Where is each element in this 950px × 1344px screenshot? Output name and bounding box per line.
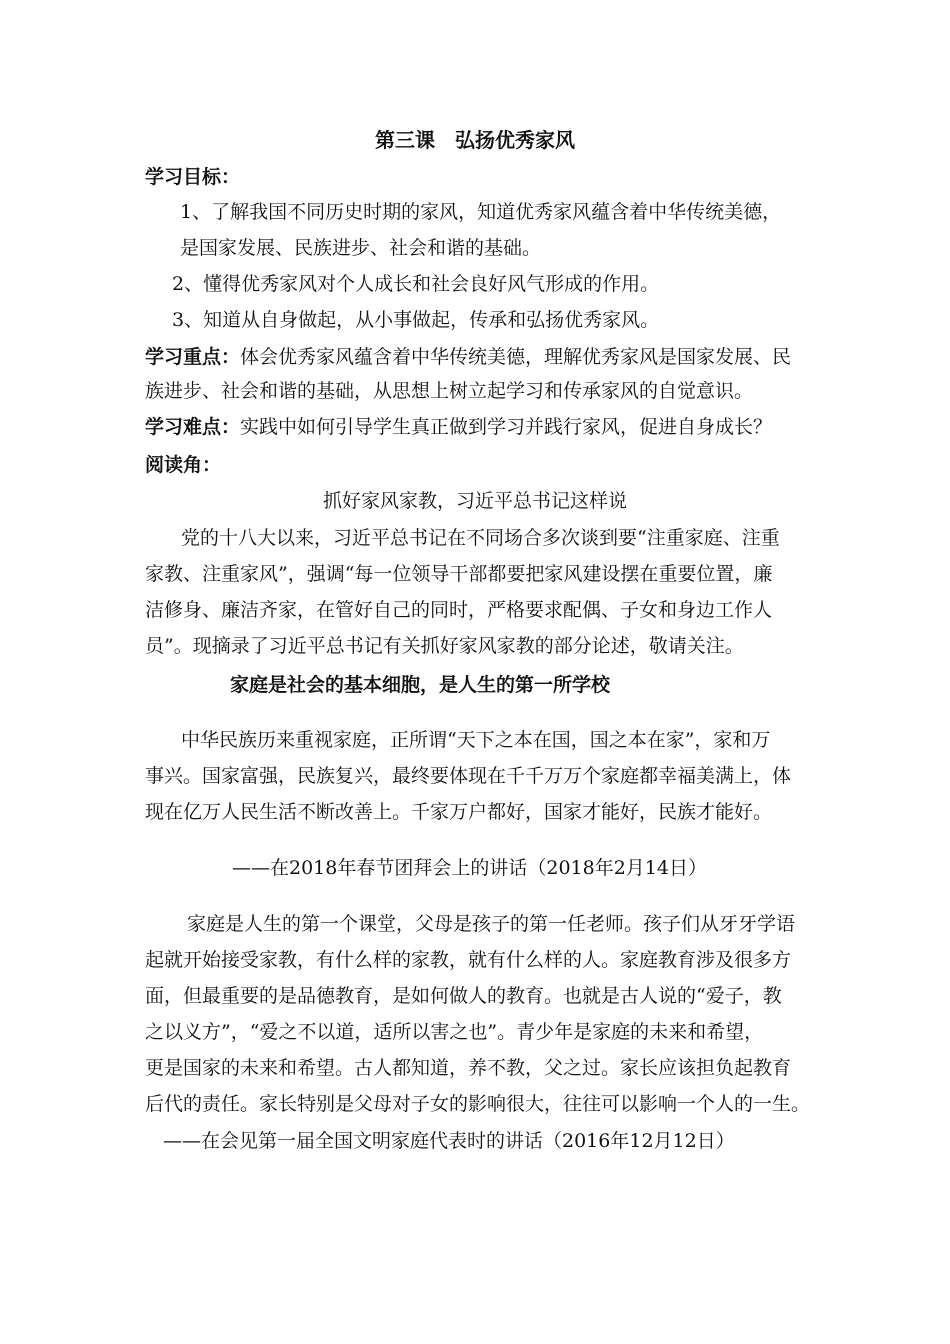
difficulty-text: 实践中如何引导学生真正做到学习并践行家风，促进自身成长？ [240,416,773,438]
reading-heading: 阅读角： [145,454,222,476]
objective-item-1-cont: 是国家发展、民族进步、社会和谐的基础。 [180,237,542,259]
difficulty-label: 学习难点： [145,416,241,438]
paragraph-2-line: 面，但最重要的是品德教育，是如何做人的教育。也就是古人说的“爱子，教 [145,985,782,1007]
objective-item-3: 3、知道从自身做起，从小事做起，传承和弘扬优秀家风。 [172,309,660,331]
key-points-line-1 [145,343,791,371]
article-intro-line: 员”。现摘录了习近平总书记有关抓好家风家教的部分论述，敬请关注。 [145,635,744,657]
paragraph-1-line: 现在亿万人民生活不断改善上。千家万户都好，国家才能好，民族才能好。 [145,801,773,823]
paragraph-2-line: 更是国家的未来和希望。古人都知道，养不教，父之过。家长应该担负起教育 [145,1057,792,1079]
paragraph-1-line: 中华民族历来重视家庭，正所谓“天下之本在国，国之本在家”，家和万 [181,729,771,751]
paragraph-1-line: 事兴。国家富强，民族复兴，最终要体现在千千万万个家庭都幸福美满上，体 [145,765,792,787]
article-intro-line: 党的十八大以来，习近平总书记在不同场合多次谈到要“注重家庭、注重 [181,527,780,549]
paragraph-2-line: 起就开始接受家教，有什么样的家教，就有什么样的人。家庭教育涉及很多方 [145,949,792,971]
difficulty-line [145,413,772,441]
key-points-line-2: 族进步、社会和谐的基础，从思想上树立起学习和传承家风的自觉意识。 [145,380,754,402]
article-title: 抓好家风家教，习近平总书记这样说 [322,490,627,512]
key-points-label: 学习重点： [145,346,241,368]
source-citation-2: ——在会见第一届全国文明家庭代表时的讲话（2016年12月12日） [163,1130,735,1152]
objective-item-2: 2、懂得优秀家风对个人成长和社会良好风气形成的作用。 [172,273,660,295]
article-intro-line: 家教、注重家风”，强调“每一位领导干部都要把家风建设摆在重要位置，廉 [145,563,773,585]
paragraph-2-line: 之以义方”，“爱之不以道，适所以害之也”。青少年是家庭的未来和希望， [145,1021,764,1043]
paragraph-2-line: 家庭是人生的第一个课堂，父母是孩子的第一任老师。孩子们从牙牙学语 [187,913,796,935]
objective-item-1: 1、了解我国不同历史时期的家风，知道优秀家风蕴含着中华传统美德， [180,201,782,223]
article-intro-line: 洁修身、廉洁齐家，在管好自己的同时，严格要求配偶、子女和身边工作人 [145,599,773,621]
paragraph-2-line: 后代的责任。家长特别是父母对子女的影响很大，往往可以影响一个人的一生。 [145,1093,811,1115]
section-heading: 家庭是社会的基本细胞，是人生的第一所学校 [230,674,611,696]
source-citation-1: ——在2018年春节团拜会上的讲话（2018年2月14日） [232,857,707,879]
key-points-text: 体会优秀家风蕴含着中华传统美德，理解优秀家风是国家发展、民 [240,346,792,368]
page-title: 第三课 弘扬优秀家风 [375,128,575,152]
objectives-heading: 学习目标： [145,166,241,188]
